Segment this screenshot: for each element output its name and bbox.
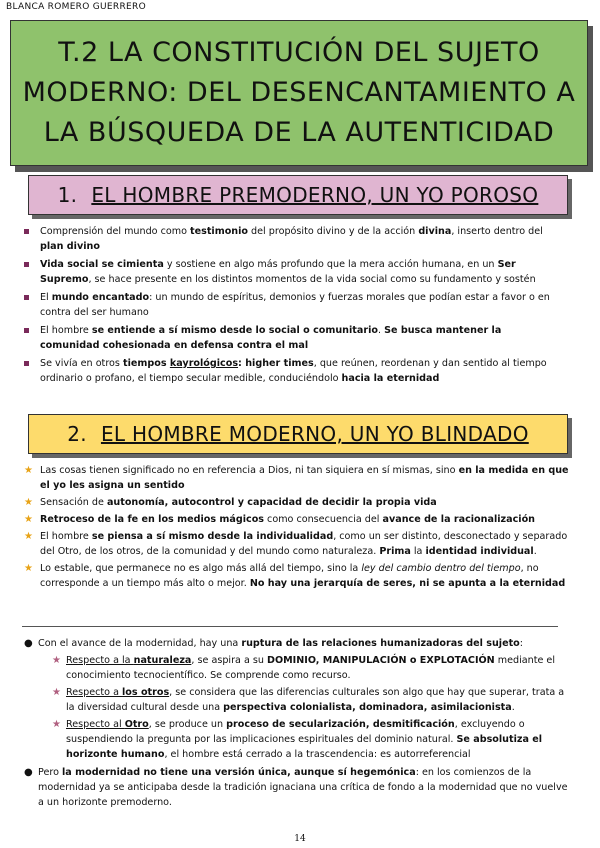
square-bullet-icon <box>24 295 29 300</box>
section-2-number: 2. <box>67 422 87 446</box>
sub-item-naturaleza: ★ Respecto a la naturaleza, se aspira a su DOMINIO, MANIPULACIÓN o EXPLOTACIÓN mediante el conocimiento tecnocientífico. Se comprende como recurso. <box>52 655 555 681</box>
list-item: Se vivía en otros tiempos kayrológicos: higher times, que reúnen, reordenan y dan sentido al tiempo ordinario o profano, el tiempo secular medible, conduciéndolo hacia la eternidad <box>22 356 562 386</box>
author-name: BLANCA ROMERO GUERRERO <box>6 2 146 12</box>
list-item: ● Con el avance de la modernidad, hay una ruptura de las relaciones humanizadoras del sujeto: ★ Respecto a la naturaleza, se aspira a su DOMINIO, MANIPULACIÓN o EXPLOTACIÓN mediante el conocimiento tecnocientífico. Se comprende como recurso. ★ Respecto a los otros, se considera que las diferencias culturales son algo que hay que superar, trata a la diversidad cultural desde una perspectiva colonialista, dominadora, asimilacionista. ★ Respecto al Otro, se produce un proceso de secularización, desmitificación, excluyendo o suspendiendo la pregunta por las implicaciones espirituales del dominio natural. Se absolutiza el horizonte humano, el hombre está cerrado a la trascendencia: es autorreferencial <box>22 636 570 762</box>
section-2-title: EL HOMBRE MODERNO, UN YO BLINDADO <box>100 422 529 446</box>
divider <box>22 626 558 627</box>
list-item: ★ Las cosas tienen significado no en referencia a Dios, ni tan siquiera en sí mismas, sino en la medida en que el yo les asigna un sentido <box>24 465 569 491</box>
star-bullet-icon: ★ <box>24 563 33 574</box>
star-bullet-icon: ★ <box>52 655 61 666</box>
section-1-title: EL HOMBRE PREMODERNO, UN YO POROSO <box>91 183 539 207</box>
square-bullet-icon <box>24 361 29 366</box>
square-bullet-icon <box>24 328 29 333</box>
star-bullet-icon: ★ <box>24 497 33 508</box>
list-item: ★ Sensación de autonomía, autocontrol y capacidad de decidir la propia vida <box>24 497 437 508</box>
dot-bullet-icon: ● <box>24 767 33 778</box>
star-bullet-icon: ★ <box>52 719 61 730</box>
title-box <box>10 20 588 166</box>
section-1-header <box>28 175 568 215</box>
section-1-number: 1. <box>57 183 78 207</box>
list-item: ★ Lo estable, que permanece no es algo más allá del tiempo, sino la ley del cambio dentro del tiempo, no corresponde a un tiempo más alto o mejor. No hay una jerarquía de seres, ni se apunta a la eternidad <box>24 563 566 589</box>
page-title <box>23 33 576 153</box>
section-1-list <box>22 224 562 389</box>
section-2-heading <box>67 422 529 446</box>
list-item: ● Pero la modernidad no tiene una versión única, aunque sí hegemónica: en los comienzos de la modernidad ya se anticipaba desde la tradición ignaciana una crítica de fondo a la modernidad que no vuelve a un horizonte premoderno. <box>24 767 568 808</box>
section-1-heading <box>58 183 539 207</box>
section-3-list <box>22 636 570 813</box>
list-item: ★ Retroceso de la fe en los medios mágicos como consecuencia del avance de la racionalización <box>24 514 535 525</box>
sub-item-otros: ★ Respecto a los otros, se considera que las diferencias culturales son algo que hay que superar, trata a la diversidad cultural desde una perspectiva colonialista, dominadora, asimilacionista. <box>52 687 565 713</box>
dot-bullet-icon: ● <box>24 638 33 649</box>
list-item: Comprensión del mundo como testimonio del propósito divino y de la acción divina, inserto dentro del plan divino <box>22 224 562 254</box>
star-bullet-icon: ★ <box>24 465 33 476</box>
list-item: El mundo encantado: un mundo de espíritus, demonios y fuerzas morales que podían estar a favor o en contra del ser humano <box>22 290 562 320</box>
list-item: Vida social se cimienta y sostiene en algo más profundo que la mera acción humana, en un Ser Supremo, se hace presente en los distintos momentos de la vida social como su fundamento y sostén <box>22 257 562 287</box>
sub-item-otro: ★ Respecto al Otro, se produce un proceso de secularización, desmitificación, excluyendo o suspendiendo la pregunta por las implicaciones espirituales del dominio natural. Se absolutiza el horizonte humano, el hombre está cerrado a la trascendencia: es autorreferencial <box>52 719 543 760</box>
star-bullet-icon: ★ <box>24 531 33 542</box>
page-number: 14 <box>294 834 306 844</box>
list-item: ★ El hombre se piensa a sí mismo desde la individualidad, como un ser distinto, desconectado y separado del Otro, de los otros, de la comunidad y del mundo como naturaleza. Prima la identidad individual. <box>24 531 568 557</box>
section-2-list <box>22 463 570 593</box>
list-item: El hombre se entiende a sí mismo desde lo social o comunitario. Se busca mantener la comunidad cohesionada en defensa contra el mal <box>22 323 562 353</box>
square-bullet-icon <box>24 262 29 267</box>
title-line-2: MODERNO: DEL DESENCANTAMIENTO A <box>22 77 576 108</box>
title-line-3: LA BÚSQUEDA DE LA AUTENTICIDAD <box>43 117 555 148</box>
section-2-header <box>28 414 568 454</box>
title-line-1: T.2 LA CONSTITUCIÓN DEL SUJETO <box>58 37 540 68</box>
star-bullet-icon: ★ <box>52 687 61 698</box>
star-bullet-icon: ★ <box>24 514 33 525</box>
square-bullet-icon <box>24 229 29 234</box>
